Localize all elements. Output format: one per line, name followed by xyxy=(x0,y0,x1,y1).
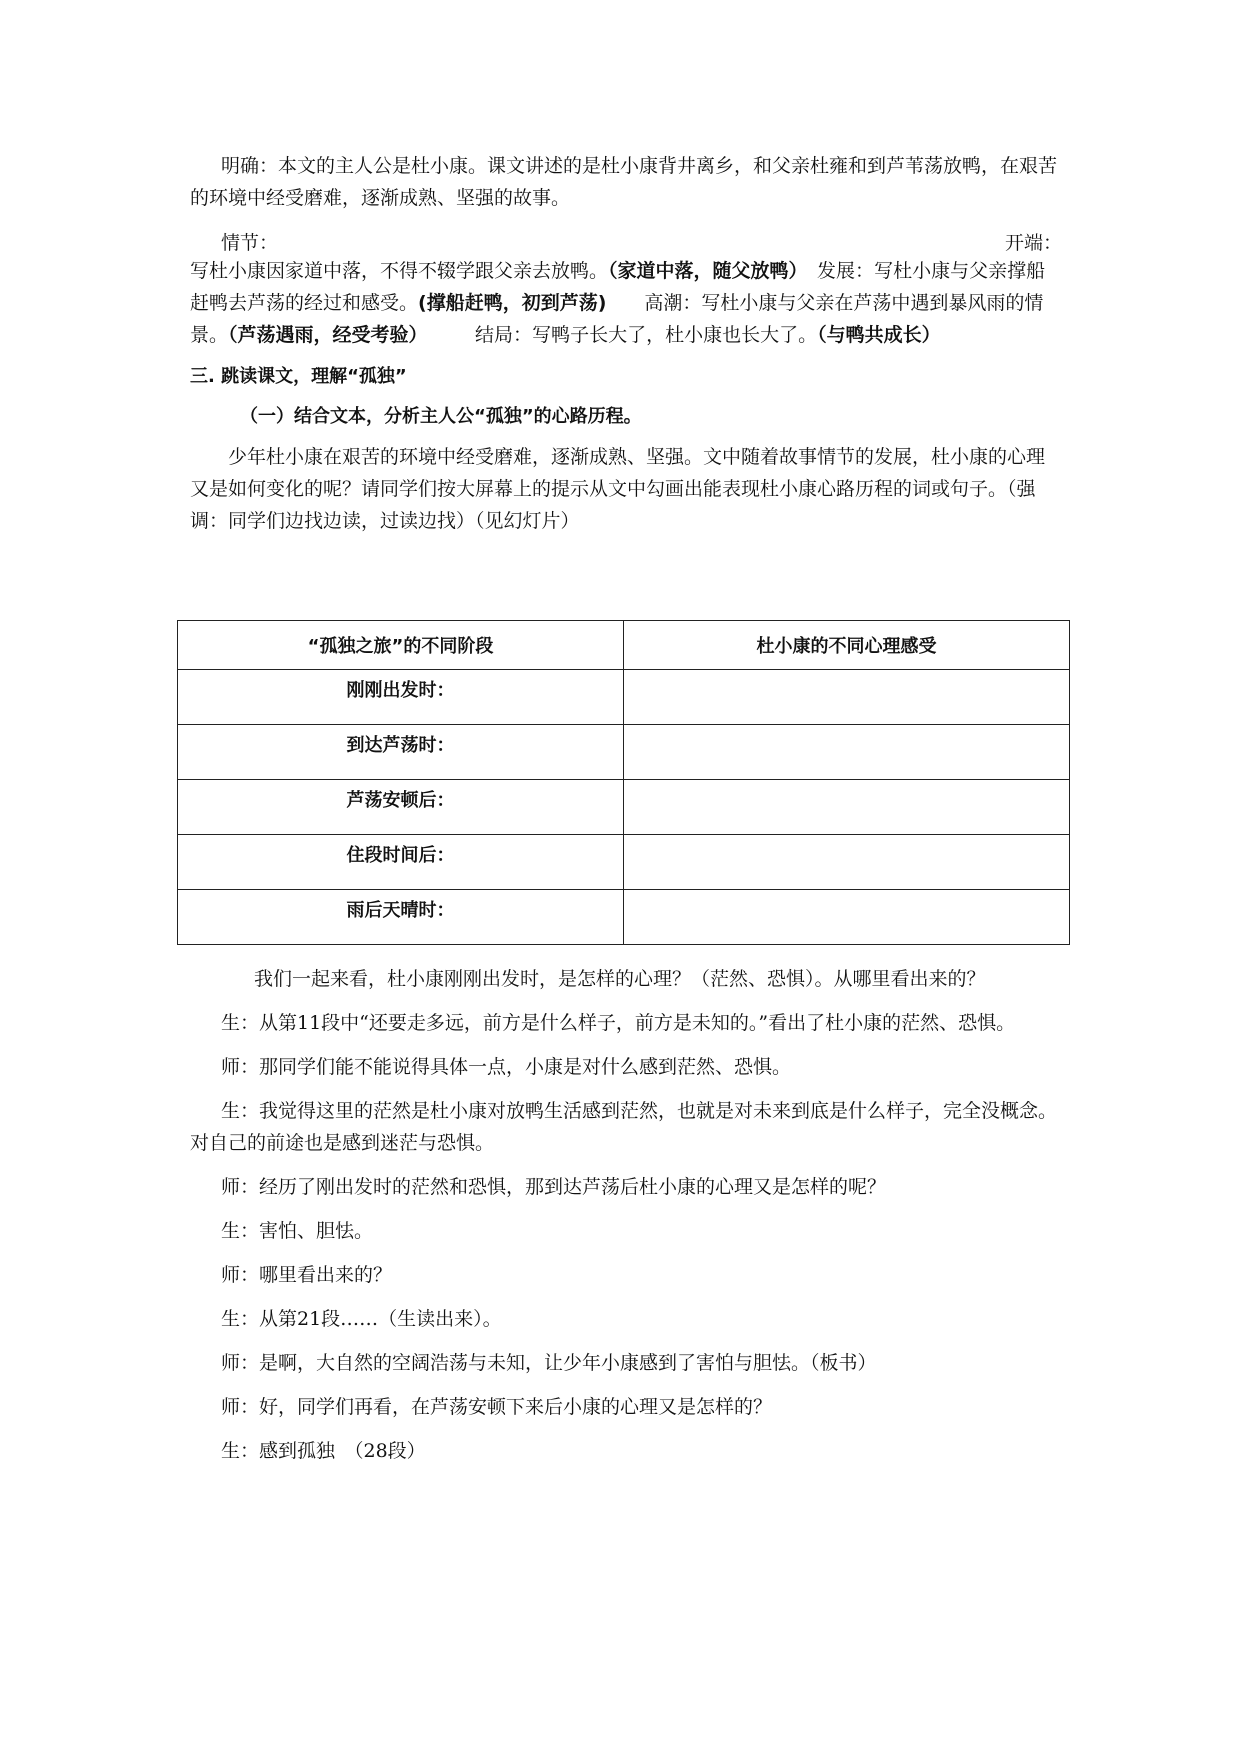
table-stage-cell: 雨后天晴时： xyxy=(178,890,624,945)
dialogue-line: 师：那同学们能不能说得具体一点，小康是对什么感到茫然、恐惧。 xyxy=(221,1056,792,1078)
plot-label: 情节： xyxy=(221,232,279,254)
table-row xyxy=(178,670,1070,725)
plot-climax-label: 高潮： xyxy=(644,292,702,314)
dialogue-line: 我们一起来看，杜小康刚刚出发时，是怎样的心理？（茫然、恐惧）。从哪里看出来的？ xyxy=(254,968,986,990)
plot-start-text: 写杜小康因家道中落，不得不辍学跟父亲去放鸭。 xyxy=(190,260,609,282)
dialogue-line: 师：是啊，大自然的空阔浩荡与未知，让少年小康感到了害怕与胆怯。（板书） xyxy=(221,1352,877,1374)
plot-block xyxy=(190,228,1062,351)
table-stage-cell: 住段时间后： xyxy=(178,835,624,890)
table-feeling-cell xyxy=(624,725,1070,780)
table-header-feeling: 杜小康的不同心理感受 xyxy=(624,621,1070,670)
plot-climax-text: 写杜小康与父亲在芦荡中遇到暴风雨的情景。 xyxy=(190,292,1044,346)
dialogue-line: 生：感到孤独 （28段） xyxy=(221,1440,426,1462)
dialogue-line: 生：害怕、胆怯。 xyxy=(221,1220,374,1242)
table-stage-cell: 刚刚出发时： xyxy=(178,670,624,725)
document-page xyxy=(190,150,1062,537)
plot-start-bold: （家道中落，随父放鸭） xyxy=(608,260,799,282)
table-stage-cell: 芦荡安顿后： xyxy=(178,780,624,835)
plot-end-text: 写鸭子长大了，杜小康也长大了。 xyxy=(532,324,818,346)
table-stage-cell: 到达芦荡时： xyxy=(178,725,624,780)
plot-dev-text: 写杜小康与父亲撑船赶鸭去芦荡的经过和感受。 xyxy=(190,260,1046,314)
table-feeling-cell xyxy=(624,890,1070,945)
dialogue-line: 生：我觉得这里的茫然是杜小康对放鸭生活感到茫然，也就是对未来到底是什么样子，完全没概念。对自己的前途也是感到迷茫与恐惧。 xyxy=(190,1100,1058,1154)
subsection-1-title: （一）结合文本，分析主人公“孤独”的心路历程。 xyxy=(240,406,642,427)
plot-body xyxy=(190,255,1062,351)
dialogue-line: 师：经历了刚出发时的茫然和恐惧，那到达芦荡后杜小康的心理又是怎样的呢？ xyxy=(221,1176,887,1198)
table-feeling-cell xyxy=(624,780,1070,835)
plot-dev-bold: (撑船赶鸭，初到芦荡) xyxy=(418,292,607,314)
table-row xyxy=(178,890,1070,945)
table-header-stage: “孤独之旅”的不同阶段 xyxy=(178,621,624,670)
dialogue-line: 师：好，同学们再看，在芦荡安顿下来后小康的心理又是怎样的？ xyxy=(221,1396,773,1418)
dialogue-line: 生：从第21段……（生读出来）。 xyxy=(221,1308,502,1330)
plot-end-label: 结局： xyxy=(475,324,533,346)
section-3-title: 三. 跳读课文，理解“孤独” xyxy=(190,366,407,387)
paragraph-mingque: 明确：本文的主人公是杜小康。课文讲述的是杜小康背井离乡，和父亲杜雍和到芦苇荡放鸭，在艰苦的环境中经受磨难，逐渐成熟、坚强的故事。 xyxy=(190,155,1058,209)
plot-dev-label: 发展： xyxy=(817,260,875,282)
paragraph-intro: 少年杜小康在艰苦的环境中经受磨难，逐渐成熟、坚强。文中随着故事情节的发展，杜小康的心理又是如何变化的呢？请同学们按大屏幕上的提示从文中勾画出能表现杜小康心路历程的词或句子。（强调：同学们边找边读，过读边找）（见幻灯片） xyxy=(190,446,1046,532)
plot-end-bold: （与鸭共成长） xyxy=(817,324,941,346)
table-feeling-cell xyxy=(624,835,1070,890)
dialogue-block xyxy=(190,963,1062,1479)
dialogue-line: 师：哪里看出来的？ xyxy=(221,1264,393,1286)
table-row xyxy=(178,725,1070,780)
table-feeling-cell xyxy=(624,670,1070,725)
plot-climax-bold: （芦荡遇雨，经受考验） xyxy=(228,324,419,346)
table-header-row xyxy=(178,621,1070,670)
stages-table xyxy=(177,620,1070,945)
table-row xyxy=(178,780,1070,835)
plot-start-label: 开端： xyxy=(1004,232,1062,254)
table-row xyxy=(178,835,1070,890)
dialogue-line: 生：从第11段中“还要走多远，前方是什么样子，前方是未知的。”看出了杜小康的茫然、恐惧。 xyxy=(221,1012,1016,1034)
